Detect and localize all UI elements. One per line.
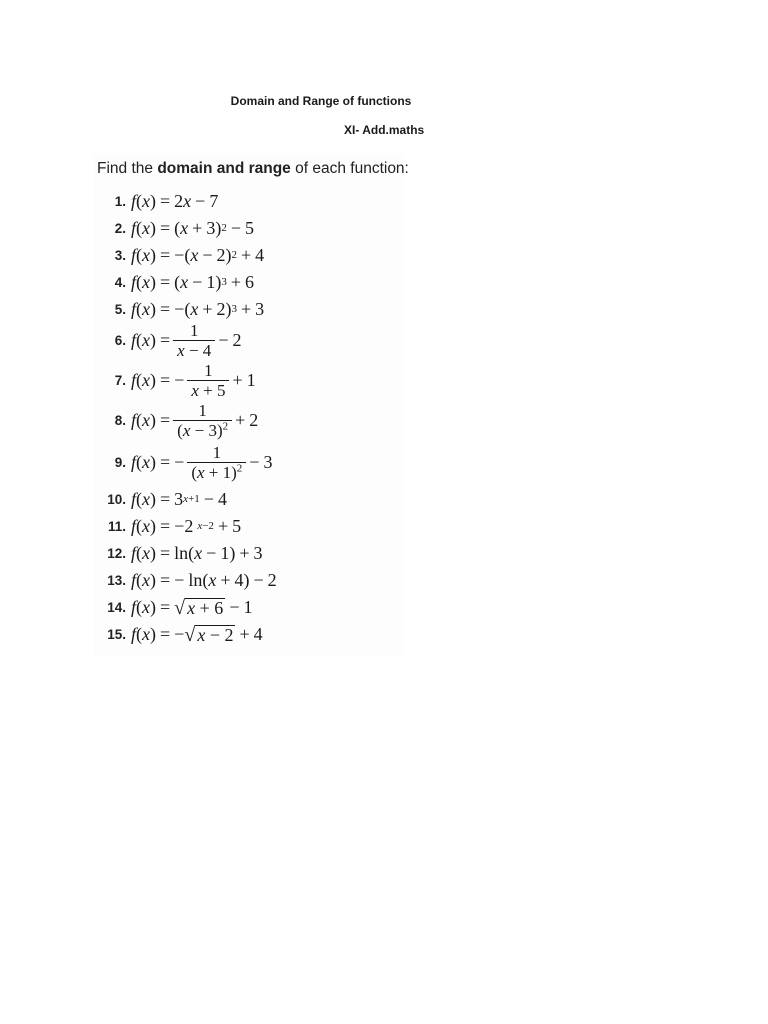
problem-expression: f ( x ) = − $\frac{1}{x + 5}$ + 1 [131,360,256,400]
problem-expression: f ( x ) = −( x + 2) 3 + 3 [131,298,265,319]
problem-item [94,271,254,293]
instruction-prefix: Find the [97,160,158,177]
problem-expression: f ( x ) = ln( x − 1) + 3 [131,542,263,563]
problem-number: 15. [107,626,126,642]
problem-number: 7. [114,372,126,388]
worksheet-image [94,154,409,656]
problem-expression: f ( x ) = − ln( x + 4) − 2 [131,569,277,590]
problem-number: 12. [107,545,126,561]
problem-item [94,190,218,212]
problem-number: 8. [114,412,126,428]
problem-expression: f ( x ) = 3 x+1 − 4 [131,488,227,509]
problem-expression: f ( x ) = $\frac{1}{(x - 3)^2}$ + 2 [131,400,259,440]
problem-expression: f ( x ) = − √ x − 2 + 4 [131,623,263,646]
problem-expression: f ( x ) = √ x + 6 − 1 [131,596,253,619]
problem-item [94,623,263,645]
instruction-emphasis: domain and range [157,160,291,177]
document-subtitle: XI- Add.maths [344,123,425,137]
problem-item [94,596,252,618]
instruction-text [97,160,409,178]
problem-expression: f ( x ) = −( x − 2) 2 + 4 [131,244,265,265]
problem-item [94,360,256,400]
problem-expression: f ( x ) = $\frac{1}{x - 4}$ − 2 [131,320,242,360]
problem-expression: f ( x ) = −2 x−2 + 5 [131,515,242,536]
problem-number: 5. [114,301,126,317]
problem-number: 9. [114,454,126,470]
problem-item [94,320,241,360]
problem-number: 3. [114,247,126,263]
problem-item [94,442,272,482]
problem-expression: f ( x ) = ( x − 1) 3 + 6 [131,271,254,292]
problem-number: 10. [107,491,126,507]
problem-number: 4. [114,274,126,290]
document-title: Domain and Range of functions [230,94,412,108]
problem-number: 1. [114,193,126,209]
problem-item [94,488,227,510]
instruction-suffix: of each function: [290,160,409,177]
problem-expression: f ( x ) = − $\frac{1}{(x + 1)^2}$ − 3 [131,442,273,482]
problem-expression: f ( x ) = 2 x − 7 [131,190,219,211]
problem-item [94,217,254,239]
problem-item [94,569,277,591]
problem-number: 14. [107,599,126,615]
problem-number: 11. [107,518,126,534]
problem-item [94,515,241,537]
problem-number: 6. [114,332,126,348]
problem-item [94,244,264,266]
problem-expression: f ( x ) = ( x + 3) 2 − 5 [131,217,254,238]
problem-item [94,542,262,564]
problem-item [94,400,258,440]
problem-number: 2. [114,220,126,236]
problem-item [94,298,264,320]
problem-number: 13. [107,572,126,588]
